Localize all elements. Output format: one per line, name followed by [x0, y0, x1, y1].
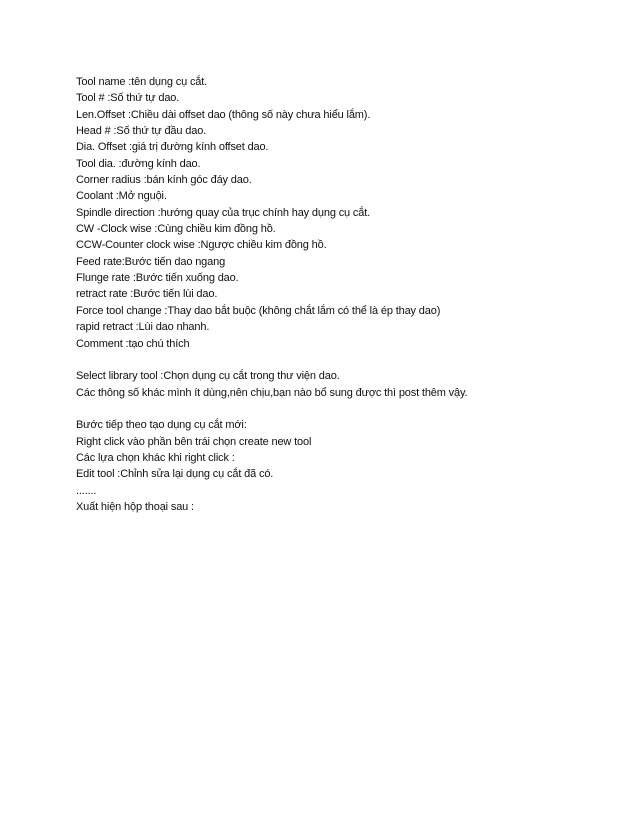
text-line: Edit tool :Chỉnh sửa lại dụng cụ cắt đã có. — [76, 468, 274, 481]
text-line: CW -Clock wise :Cùng chiều kim đồng hồ. — [76, 223, 276, 236]
text-line: Tool dia. :đường kính dao. — [76, 157, 201, 170]
text-line: Bước tiếp theo tạo dụng cụ cắt mới: — [76, 419, 247, 432]
text-line: Spindle direction :hướng quay của trục chính hay dụng cụ cắt. — [76, 206, 371, 219]
text-line: Head # :Số thứ tự đầu dao. — [76, 125, 207, 138]
text-line: Các thông số khác mình ít dùng,nên chịu,bạn nào bổ sung được thì post thêm vậy. — [76, 386, 468, 399]
text-line: Coolant :Mở nguội. — [76, 190, 167, 203]
text-line: Các lựa chọn khác khi right click : — [76, 451, 235, 464]
text-line: Tool name :tên dụng cụ cắt. — [76, 76, 208, 88]
text-line: Tool # :Số thứ tự dao. — [76, 92, 180, 105]
tool-parameters-list — [76, 74, 596, 352]
text-line: Flunge rate :Bước tiến xuống dao. — [76, 272, 239, 285]
text-line: Dia. Offset :giá trị đường kính offset dao. — [76, 141, 269, 154]
text-line: Right click vào phần bên trái chọn create new tool — [76, 435, 312, 448]
text-line: Corner radius :bán kính góc đáy dao. — [76, 174, 252, 187]
text-line: Xuất hiện hộp thoại sau : — [76, 500, 194, 513]
text-line: Comment :tạo chú thích — [76, 337, 190, 350]
paragraph-spacer — [76, 352, 596, 368]
text-line: Len.Offset :Chiều dài offset dao (thông số này chưa hiểu lắm). — [76, 108, 371, 121]
text-line: retract rate :Bước tiến lùi dao. — [76, 288, 218, 301]
document-body — [76, 74, 596, 515]
text-line: Force tool change :Thay dao bắt buộc (không chắt lắm có thể là ép thay dao) — [76, 304, 441, 317]
text-line: CCW-Counter clock wise :Ngược chiều kim đồng hồ. — [76, 239, 327, 252]
text-line: Select library tool :Chọn dụng cụ cắt trong thư viện dao. — [76, 370, 340, 383]
text-line: rapid retract :Lùi dao nhanh. — [76, 321, 210, 334]
text-line: Feed rate:Bước tiến dao ngang — [76, 255, 226, 268]
text-line: ....... — [76, 484, 97, 497]
library-tool-notes — [76, 368, 596, 401]
create-tool-steps — [76, 417, 596, 515]
paragraph-spacer — [76, 401, 596, 417]
